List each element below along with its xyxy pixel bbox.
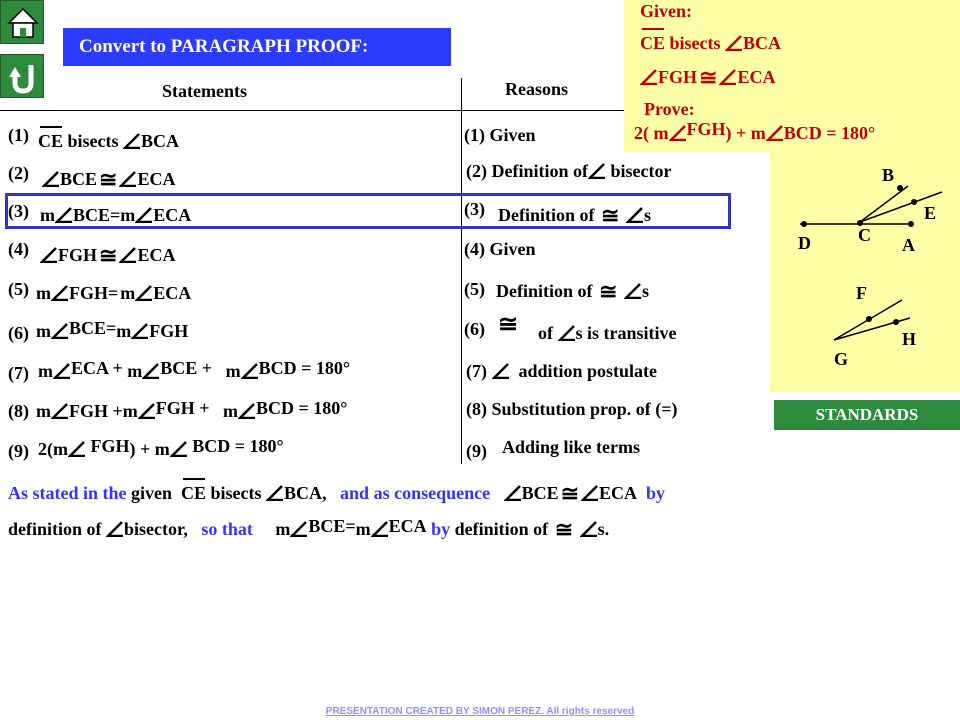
angle-icon	[51, 285, 69, 301]
angle-icon	[51, 323, 69, 339]
angle-icon	[55, 207, 73, 223]
point-label-f: F	[856, 283, 867, 303]
footer-credit: PRESENTATION CREATED BY SIMON PEREZ. All rights reserved	[325, 706, 635, 717]
row-2-reason: (2) Definition of bisector	[466, 161, 672, 181]
row-6-reason: of s is transitive	[538, 323, 677, 343]
angle-icon	[170, 441, 188, 457]
congruent-icon: ≅	[554, 517, 574, 542]
standards-button[interactable]: STANDARDS	[774, 400, 960, 430]
angle-icon	[131, 323, 149, 339]
row-7-number: (7)	[8, 363, 29, 383]
row-3-reason: Definition of ≅ s	[498, 203, 651, 228]
angle-icon	[626, 207, 644, 223]
row-2-number: (2)	[8, 163, 29, 183]
ray-bar	[40, 126, 62, 128]
row-7-reason: (7) addition postulate	[466, 361, 658, 381]
given-2: FGH≅ ECA	[640, 66, 775, 88]
angle-icon	[725, 35, 743, 51]
angle-icon	[669, 125, 687, 141]
home-button[interactable]	[0, 0, 44, 44]
row-8-statement: m FGH +m FGH + m BCD = 180°	[36, 398, 348, 421]
angle-icon	[290, 521, 308, 537]
congruent-icon: ≅	[99, 167, 118, 192]
given-panel	[624, 0, 960, 152]
row-4-reason: (4) Given	[464, 239, 536, 259]
row-6-statement: m BCE=m FGH	[36, 318, 189, 341]
given-label: Given:	[640, 1, 692, 21]
column-divider	[461, 78, 462, 464]
angle-icon	[624, 283, 642, 299]
angle-icon	[492, 363, 510, 379]
row-6-congruent	[496, 312, 520, 338]
row-1-statement: CE bisects BCA	[38, 130, 179, 152]
point-label-h: H	[902, 329, 917, 349]
page-title: Convert to PARAGRAPH PROOF:	[63, 28, 451, 66]
row-6-number-reason: (6)	[464, 319, 485, 339]
row-5-reason: Definition of ≅ s	[496, 279, 649, 304]
angle-icon	[266, 485, 284, 501]
paragraph-line-1: As stated in the given CE bisects BCA, and as consequence BCE≅ ECA by	[8, 482, 665, 504]
ray-bar	[183, 478, 205, 480]
point-label-c: C	[858, 225, 871, 245]
prove-statement: 2( m FGH) + m BCD = 180°	[634, 119, 876, 143]
point-label-e: E	[924, 203, 937, 223]
angle-icon	[766, 125, 784, 141]
row-6-number: (6)	[8, 323, 29, 343]
row-8-reason: (8) Substitution prop. of (=)	[466, 399, 678, 419]
row-3-number: (3)	[8, 201, 29, 221]
row-5-number: (5)	[8, 279, 29, 299]
angle-icon	[135, 285, 153, 301]
row-1-number: (1)	[8, 125, 29, 145]
angle-icon	[68, 441, 86, 457]
row-9-reason: Adding like terms	[502, 437, 641, 457]
row-8-number: (8)	[8, 401, 29, 421]
angle-icon	[588, 163, 606, 179]
row-9-statement: 2(m FGH) + m BCD = 180°	[38, 436, 284, 459]
angle-icon	[42, 171, 60, 187]
angle-icon	[119, 171, 137, 187]
point-label-b: B	[882, 165, 895, 185]
row-7-statement: m ECA + m BCE + m BCD = 180°	[38, 358, 351, 381]
reasons-header: Reasons	[505, 79, 569, 99]
row-4-number: (4)	[8, 239, 29, 259]
row-3-statement: m BCE=m ECA	[40, 205, 192, 225]
row-1-reason: (1) Given	[464, 125, 536, 145]
congruent-icon: ≅	[560, 481, 580, 506]
header-divider	[0, 110, 624, 111]
point-label-d: D	[798, 233, 811, 253]
point-label-a: A	[902, 235, 915, 255]
given-1: CE bisects BCA	[640, 32, 781, 54]
return-button[interactable]	[0, 54, 44, 98]
congruent-icon: ≅	[99, 243, 118, 268]
row-5-number-reason: (5)	[464, 279, 485, 299]
angle-icon	[40, 247, 58, 263]
row-2-statement: BCE≅ ECA	[42, 168, 175, 190]
ray-bar	[642, 28, 664, 30]
angle-icon	[241, 363, 259, 379]
angle-icon	[504, 485, 522, 501]
congruent-icon: ≅	[498, 312, 519, 338]
angle-icon	[142, 363, 160, 379]
angle-icon	[371, 521, 389, 537]
point-label-g: G	[834, 349, 849, 369]
angle-icon	[580, 521, 598, 537]
congruent-icon: ≅	[599, 279, 618, 304]
congruent-icon: ≅	[601, 203, 620, 228]
row-3-number-reason: (3)	[464, 199, 485, 219]
angle-icon	[581, 485, 599, 501]
angle-icon	[123, 133, 141, 149]
angle-icon	[138, 403, 156, 419]
diagram-panel	[770, 152, 960, 392]
row-9-number-reason: (9)	[466, 441, 487, 461]
angle-icon	[238, 403, 256, 419]
angle-icon	[119, 247, 137, 263]
return-arrow-icon	[1, 55, 45, 99]
angle-icon	[558, 325, 576, 341]
angle-icon	[106, 521, 124, 537]
geometry-diagram	[770, 152, 960, 392]
angle-icon	[51, 403, 69, 419]
congruent-icon: ≅	[699, 65, 718, 90]
paragraph-line-2: definition of bisector, so that m BCE=m ECA by definition of ≅ s.	[8, 516, 610, 542]
angle-icon	[640, 69, 658, 85]
angle-icon	[135, 207, 153, 223]
home-icon	[1, 1, 45, 45]
row-9-number: (9)	[8, 441, 29, 461]
statements-header: Statements	[162, 81, 247, 101]
row-5-statement: m FGH= m ECA	[36, 283, 192, 303]
prove-label: Prove:	[644, 99, 695, 119]
angle-icon	[53, 363, 71, 379]
angle-icon	[719, 69, 737, 85]
row-4-statement: FGH≅ ECA	[40, 244, 175, 266]
